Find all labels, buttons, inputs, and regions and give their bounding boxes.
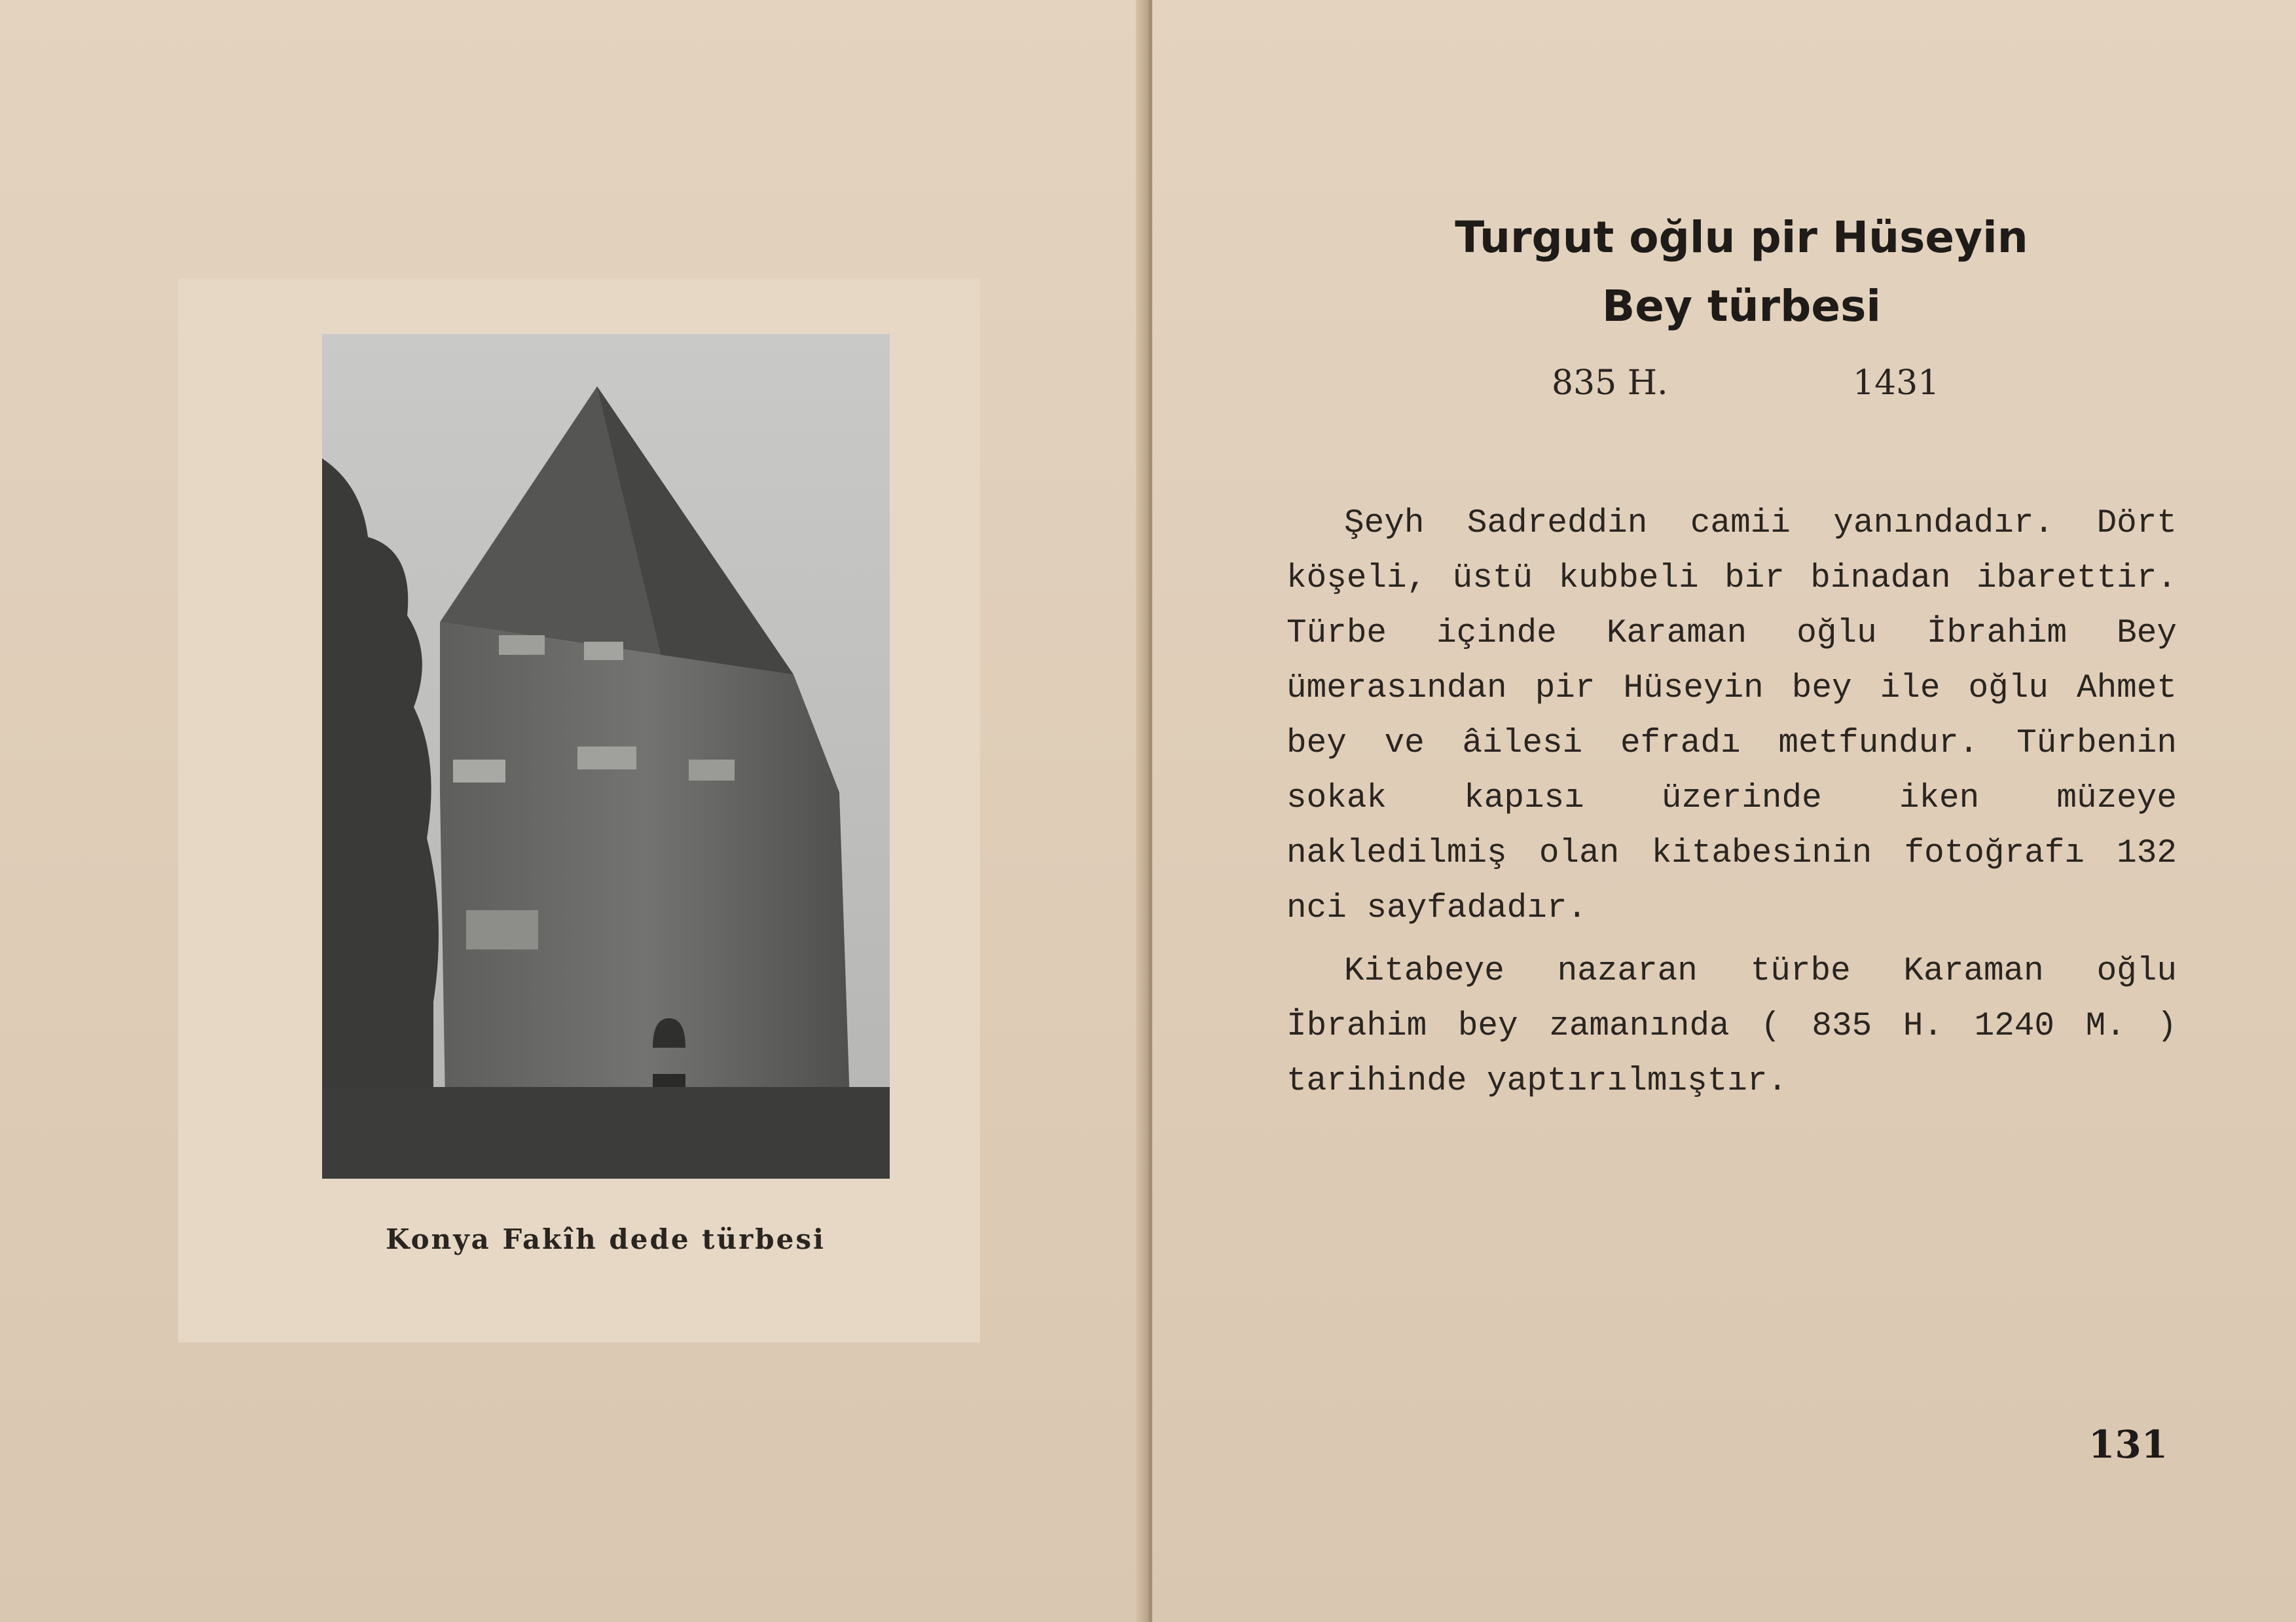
paragraph-2: Kitabeye nazaran türbe Karaman oğlu İbrahim bey zamanında ( 835 H. 1240 M. ) tarihinde yaptırılmıştır. — [1286, 953, 2177, 1100]
tomb-photo — [322, 334, 890, 1179]
stone-block — [499, 635, 545, 655]
section-title — [1283, 203, 2200, 341]
stone-block — [453, 760, 505, 783]
page-number: 131 — [2088, 1422, 2168, 1467]
stone-block — [466, 910, 538, 949]
ground — [322, 1087, 890, 1179]
stone-block — [577, 746, 636, 769]
date-gregorian: 1431 — [1853, 363, 1940, 403]
paragraph-1: Şeyh Sadreddin camii yanındadır. Dört köşeli, üstü kubbeli bir binadan ibarettir. Türbe içinde Karaman oğlu İbrahim Bey ümerasından pir Hüseyin bey ile oğlu Ahmet bey ve âilesi efradı metfundur. Türbenin sokak kapısı üzerinde iken müzeye nakledilmiş olan kitabesinin fotoğrafı 132 nci sayfadadır. — [1286, 505, 2177, 927]
body-text — [1286, 496, 2177, 1109]
date-hijri: 835 H. — [1552, 363, 1668, 403]
stone-block — [689, 760, 735, 781]
title-line-2: Bey türbesi — [1601, 281, 1882, 331]
stone-block — [584, 642, 623, 660]
photo-caption: Konya Fakîh dede türbesi — [386, 1223, 826, 1255]
tomb-illustration — [322, 334, 890, 1179]
left-page — [0, 0, 1144, 1622]
title-line-1: Turgut oğlu pir Hüseyin — [1455, 212, 2028, 263]
